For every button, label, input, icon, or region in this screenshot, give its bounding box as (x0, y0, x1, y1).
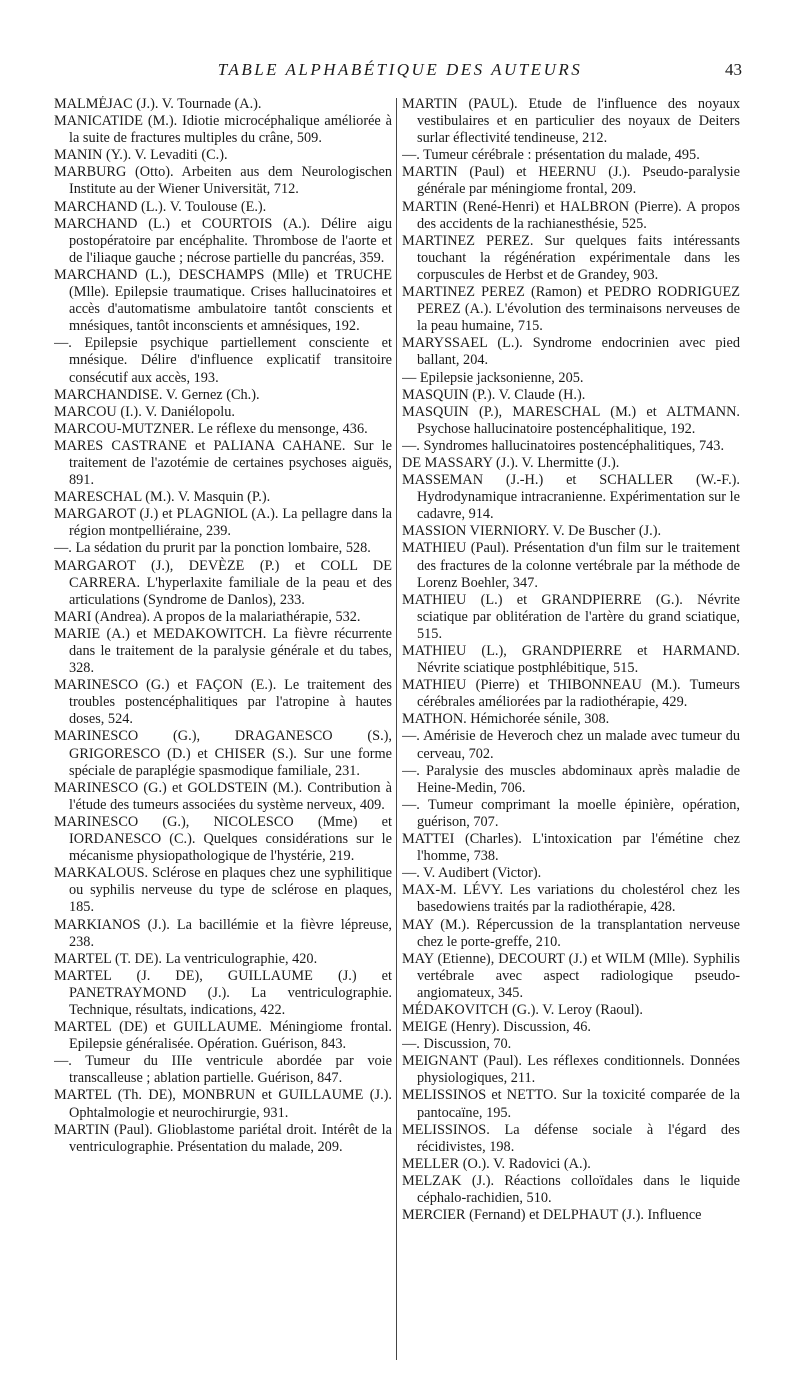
index-entry: MATHON. Hémichorée sénile, 308. (402, 711, 610, 728)
index-entry: MALMÉJAC (J.). V. Tournade (A.). (54, 96, 262, 112)
index-entry: —. Tumeur du IIIe ventricule abordée par voie transcalleuse ; ablation partielle. Guérison, 847. (54, 1053, 392, 1087)
index-entry: MARTINEZ PEREZ (Ramon) et PEDRO RODRIGUEZ PEREZ (A.). L'évolution des terminaisons nerveuses de la peau humaine, 715. (402, 284, 740, 335)
index-entry: MELISSINOS et NETTO. Sur la toxicité comparée de la pantocaïne, 195. (402, 1087, 740, 1121)
index-entry: MARCHANDISE. V. Gernez (Ch.). (54, 386, 260, 403)
index-entry: MAY (M.). Répercussion de la transplantation nerveuse chez le porte-greffe, 210. (402, 916, 740, 950)
index-entry: MARCOU (I.). V. Daniélopolu. (54, 403, 235, 420)
index-entry: MAX-M. LÉVY. Les variations du cholestérol chez les basedowiens traités par la radiothérapie, 428. (402, 882, 740, 916)
index-entry: MATTEI (Charles). L'intoxication par l'émétine chez l'homme, 738. (402, 831, 740, 865)
index-entry: MARINESCO (G.) et FAÇON (E.). Le traitement des troubles postencéphalitiques par l'atropine à hautes doses, 524. (54, 677, 392, 728)
index-entry: MARCOU-MUTZNER. Le réflexe du mensonge, 436. (54, 420, 368, 437)
index-entry: MARKIANOS (J.). La bacillémie et la fièvre lépreuse, 238. (54, 916, 392, 950)
index-entry: —. La sédation du prurit par la ponction lombaire, 528. (54, 540, 371, 557)
index-entry: MASSION VIERNIORY. V. De Buscher (J.). (402, 523, 662, 540)
index-entry: —. V. Audibert (Victor). (402, 865, 542, 882)
index-entry: MARTIN (Paul). Glioblastome pariétal droit. Intérêt de la ventriculographie. Présentation du malade, 209. (54, 1121, 392, 1155)
index-entry: MELLER (O.). V. Radovici (A.). (402, 1155, 591, 1172)
running-title: TABLE ALPHABÉTIQUE DES AUTEURS (217, 60, 583, 79)
index-entry: MARTIN (PAUL). Etude de l'influence des noyaux vestibulaires et en particulier des noyaux de Deiters surlar éflectivité tendineuse, 212. (402, 96, 740, 147)
index-entry: MARESCHAL (M.). V. Masquin (P.). (54, 489, 271, 506)
index-entry: MARTEL (T. DE). La ventriculographie, 420. (54, 950, 318, 967)
index-entry: MASQUIN (P.), MARESCHAL (M.) et ALTMANN. Psychose hallucinatoire postencéphalitique, 192. (402, 403, 740, 437)
column-divider (396, 98, 397, 1360)
index-entry: MEIGE (Henry). Discussion, 46. (402, 1019, 592, 1036)
index-entry: MASSEMAN (J.-H.) et SCHALLER (W.-F.). Hydrodynamique intracranienne. Expérimentation sur le cadavre, 914. (402, 472, 740, 523)
index-entry: MARINESCO (G.) et GOLDSTEIN (M.). Contribution à l'étude des tumeurs associées du système nerveux, 409. (54, 779, 392, 813)
index-entry: MARCHAND (L.), DESCHAMPS (Mlle) et TRUCHE (Mlle). Epilepsie traumatique. Crises hallucinatoires et accès d'automatisme ambulatoire tantôt conscients et mnésiques, tantôt inconscients et amnésiques, 192. (54, 266, 392, 335)
index-entry: MARINESCO (G.), NICOLESCO (Mme) et IORDANESCO (C.). Quelques considérations sur le mécanisme physiopathologique de l'hystérie, 219. (54, 813, 392, 865)
index-entry: MELISSINOS. La défense sociale à l'égard des récidivistes, 198. (402, 1121, 740, 1155)
index-entry: MARGAROT (J.) et PLAGNIOL (A.). La pellagre dans la région montpelliéraine, 239. (54, 506, 392, 540)
index-entry: MERCIER (Fernand) et DELPHAUT (J.). Influence (402, 1207, 702, 1224)
index-entry: DE MASSARY (J.). V. Lhermitte (J.). (402, 454, 620, 471)
index-entry: MARTEL (J. DE), GUILLAUME (J.) et PANETRAYMOND (J.). La ventriculographie. Technique, résultats, indications, 422. (54, 967, 392, 1018)
index-entry: MATHIEU (L.), GRANDPIERRE et HARMAND. Névrite sciatique postphlébitique, 515. (402, 643, 740, 677)
index-entry: MARCHAND (L.) et COURTOIS (A.). Délire aigu postopératoire par encéphalite. Thrombose de l'aorte et de l'iliaque gauche ; nécrose partielle du pancréas, 359. (54, 215, 392, 266)
index-entry: MEIGNANT (Paul). Les réflexes conditionnels. Données physiologiques, 211. (402, 1053, 740, 1087)
index-entry: MATHIEU (Pierre) et THIBONNEAU (M.). Tumeurs cérébrales améliorées par la radiothérapie, 429. (402, 677, 740, 711)
index-entry: MELZAK (J.). Réactions colloïdales dans le liquide céphalo-rachidien, 510. (402, 1172, 740, 1206)
index-entry: —. Tumeur comprimant la moelle épinière, opération, guérison, 707. (402, 796, 740, 830)
index-entry: MARI (Andrea). A propos de la malariathérapie, 532. (54, 608, 361, 625)
index-entry: MARTIN (René-Henri) et HALBRON (Pierre). A propos des accidents de la rachianesthésie, 525. (402, 198, 740, 232)
page-number: 43 (725, 60, 742, 79)
index-entry: MARKALOUS. Sclérose en plaques chez une syphilitique ou syphilis nerveuse du type de sclérose en plaques, 185. (54, 865, 392, 916)
index-entry: MAY (Etienne), DECOURT (J.) et WILM (Mlle). Syphilis vertébrale avec aspect radiologique pseudo-angiomateux, 345. (402, 950, 740, 1001)
right-column (402, 96, 740, 1366)
index-entry: —. Discussion, 70. (402, 1036, 512, 1053)
index-entry: MARES CASTRANE et PALIANA CAHANE. Sur le traitement de l'azotémie de certaines psychoses aiguës, 891. (54, 437, 392, 489)
index-entry: MARGAROT (J.), DEVÈZE (P.) et COLL DE CARRERA. L'hyperlaxite familiale de la peau et des articulations (Syndrome de Danlos), 233. (54, 557, 392, 608)
index-entry: —. Paralysie des muscles abdominaux après maladie de Heine-Medin, 706. (402, 762, 740, 796)
index-entry: MARTEL (Th. DE), MONBRUN et GUILLAUME (J.). Ophtalmologie et neurochirurgie, 931. (54, 1087, 392, 1121)
index-entry: — Epilepsie jacksonienne, 205. (402, 369, 584, 386)
index-entry: MANIN (Y.). V. Levaditi (C.). (54, 147, 228, 164)
index-entry: MARTIN (Paul) et HEERNU (J.). Pseudo-paralysie générale par méningiome frontal, 209. (402, 164, 740, 198)
index-entry: MATHIEU (Paul). Présentation d'un film sur le traitement des fractures de la colonne vertébrale par la méthode de Lorenz Boehler, 347. (402, 540, 740, 591)
index-entry: MANICATIDE (M.). Idiotie microcéphalique améliorée à la suite de fractures multiples du crâne, 509. (54, 113, 392, 147)
index-entry: MARIE (A.) et MEDAKOWITCH. La fièvre récurrente dans le traitement de la paralysie générale et du tabes, 328. (54, 625, 392, 677)
index-entry: —. Amérisie de Heveroch chez un malade avec tumeur du cerveau, 702. (402, 728, 740, 762)
index-entry: —. Epilepsie psychique partiellement consciente et mnésique. Délire d'influence explicatif transitoire consécutif aux accès, 193. (54, 335, 392, 386)
index-entry: MARYSSAEL (L.). Syndrome endocrinien avec pied ballant, 204. (402, 335, 740, 369)
index-entry: MATHIEU (L.) et GRANDPIERRE (G.). Névrite sciatique par oblitération de l'artère du grand sciatique, 515. (402, 591, 740, 642)
index-entry: MÉDAKOVITCH (G.). V. Leroy (Raoul). (402, 1001, 643, 1018)
page-header (56, 60, 744, 86)
index-entry: MARBURG (Otto). Arbeiten aus dem Neurologischen Institute au der Wiener Universität, 712. (54, 164, 392, 198)
index-entry: MARINESCO (G.), DRAGANESCO (S.), GRIGORESCO (D.) et CHISER (S.). Sur une forme spéciale de paraplégie spasmodique familiale, 231. (54, 728, 392, 779)
index-entry: MARTINEZ PEREZ. Sur quelques faits intéressants touchant la régénération expérimentale dans les corpuscules de Herbst et de Grandey, 903. (402, 232, 740, 283)
index-entry: MARCHAND (L.). V. Toulouse (E.). (54, 198, 267, 215)
index-entry: —. Syndromes hallucinatoires postencéphalitiques, 743. (402, 437, 725, 454)
left-column (54, 96, 392, 1366)
index-entry: —. Tumeur cérébrale : présentation du malade, 495. (402, 147, 700, 164)
index-entry: MARTEL (DE) et GUILLAUME. Méningiome frontal. Epilepsie généralisée. Opération. Guérison, 843. (54, 1019, 392, 1053)
index-entry: MASQUIN (P.). V. Claude (H.). (402, 386, 586, 403)
